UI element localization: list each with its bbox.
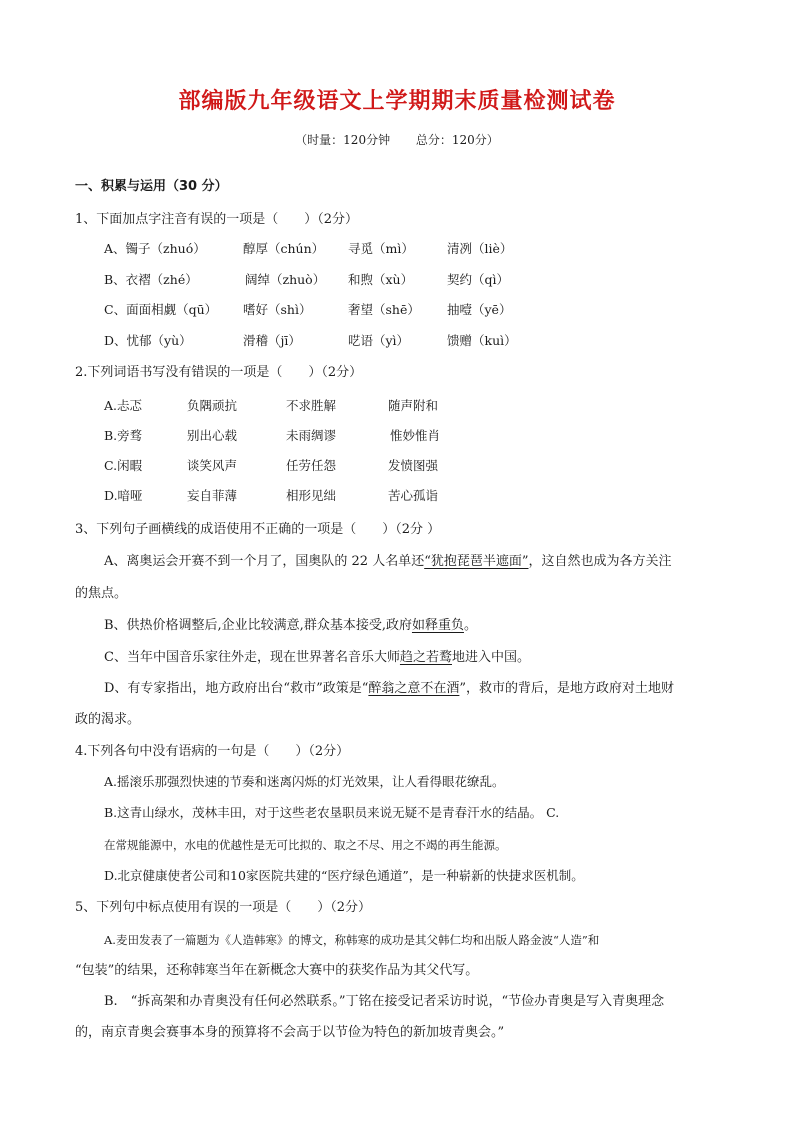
- page-title: 部编版九年级语文上学期期末质量检测试卷: [178, 89, 616, 114]
- q3-c-text-start: C、当年中国音乐家往外走，现在世界著名音乐大师: [104, 650, 400, 665]
- q3-c-idiom: 趋之若鹜: [399, 650, 452, 665]
- q2-option-b-1: B.旁骛: [104, 428, 143, 443]
- q3-b-text-start: B、供热价格调整后,企业比较满意,群众基本接受,政府: [104, 618, 412, 633]
- q2-option-b-4: 惟妙惟肖: [390, 428, 441, 443]
- q1-option-c-1: C、面面相觑（qū）: [104, 302, 218, 317]
- q5-option-a-continued: “包装”的结果，还称韩寒当年在新概念大赛中的获奖作品为其父代写。: [75, 963, 479, 978]
- q5-option-a: A.麦田发表了一篇题为《人造韩寒》的博文，称韩寒的成功是其父韩仁均和出版人路金波“人造”和: [104, 933, 600, 947]
- section-heading: 一、积累与运用（30 分）: [75, 179, 228, 194]
- question-5-stem: 5、下列句中标点使用有误的一项是（ ）（2分）: [75, 900, 372, 915]
- q1-option-b-3: 和煦（xù）: [348, 272, 414, 287]
- q1-option-a-2: 醇厚（chún）: [243, 241, 325, 256]
- q1-option-d-3: 呓语（yì）: [348, 333, 410, 348]
- q3-b-text-end: 。: [463, 618, 477, 633]
- q2-option-c-1: C.闲暇: [104, 458, 143, 473]
- question-3-stem: 3、下列句子画横线的成语使用不正确的一项是（ ）（2分 ）: [75, 522, 441, 537]
- q1-option-b-2: 阔绰（zhuò）: [245, 272, 326, 287]
- q5-option-b-continued: 的，南京青奥会赛事本身的预算将不会高于以节俭为特色的新加坡青奥会。”: [75, 1025, 505, 1040]
- q3-c-text-end: 地进入中国。: [451, 650, 530, 665]
- q3-d-idiom: 醉翁之意不在酒: [368, 681, 460, 696]
- q2-option-c-2: 谈笑风声: [187, 458, 238, 473]
- q2-option-a-3: 不求胜解: [286, 398, 337, 413]
- q2-option-c-3: 任劳任怨: [286, 458, 337, 473]
- q3-d-text-start: D、有专家指出，地方政府出台“救市”政策是“: [104, 681, 369, 696]
- q3-option-d-continued: 政的渴求。: [75, 712, 141, 727]
- question-1-stem: 1、下面加点字注音有误的一项是（ ）（2分）: [75, 212, 359, 227]
- question-4-stem: 4.下列各句中没有语病的一句是（ ）（2分）: [75, 744, 350, 759]
- q1-option-b-4: 契约（qì）: [447, 272, 509, 287]
- q2-option-a-1: A.忐忑: [104, 398, 143, 413]
- q3-a-idiom: “犹抱琵琶半遮面”: [424, 554, 529, 569]
- q2-option-d-3: 相形见绌: [286, 488, 337, 503]
- q4-option-d: D.北京健康使者公司和10家医院共建的“医疗绿色通道”，是一种崭新的快捷求医机制。: [104, 868, 584, 883]
- question-2-stem: 2.下列词语书写没有错误的一项是（ ）（2分）: [75, 365, 363, 380]
- q2-option-a-4: 随声附和: [388, 398, 439, 413]
- q2-option-b-3: 未雨绸谬: [286, 428, 337, 443]
- q3-a-text-end: ，这自然也成为各方关注: [528, 554, 672, 569]
- q2-option-d-4: 苦心孤诣: [388, 488, 439, 503]
- q1-option-a-3: 寻觅（mì）: [348, 241, 414, 256]
- q3-option-b: [104, 617, 477, 635]
- q1-option-b-1: B、衣褶（zhé）: [104, 272, 198, 287]
- q4-option-c: 在常规能源中，水电的优越性是无可比拟的、取之不尽、用之不竭的再生能源。: [104, 838, 507, 852]
- time-limit: （时量：120分钟: [295, 133, 391, 147]
- q1-option-d-4: 馈赠（kuì）: [447, 333, 517, 348]
- q1-option-c-3: 奢望（shē）: [348, 302, 420, 317]
- q4-option-a: A.摇滚乐那强烈快速的节奏和迷离闪烁的灯光效果，让人看得眼花缭乱。: [104, 774, 505, 789]
- q3-option-a-continued: 的焦点。: [75, 586, 128, 601]
- q3-b-idiom: 如释重负: [411, 618, 464, 633]
- q3-option-d: [104, 680, 674, 698]
- q2-option-a-2: 负隅顽抗: [187, 398, 238, 413]
- q3-option-c: [104, 649, 530, 667]
- q1-option-d-1: D、忧郁（yù）: [104, 333, 192, 348]
- q1-option-a-4: 清冽（liè）: [447, 241, 513, 256]
- q3-option-a: [104, 553, 672, 571]
- q3-a-text-start: A、离奥运会开赛不到一个月了，国奥队的 22 人名单还: [104, 554, 425, 569]
- q1-option-d-2: 滑稽（jī）: [243, 333, 301, 348]
- q1-option-c-4: 抽噎（yē）: [447, 302, 512, 317]
- exam-info: [0, 131, 794, 148]
- q2-option-c-4: 发愤图强: [388, 458, 439, 473]
- q2-option-d-2: 妄自菲薄: [187, 488, 238, 503]
- q2-option-d-1: D.喑哑: [104, 488, 143, 503]
- q2-option-b-2: 别出心载: [187, 428, 238, 443]
- q4-option-b: B.这青山绿水，茂林丰田，对于这些老农垦职员来说无疑不是青春汗水的结晶。 C.: [104, 805, 560, 820]
- q1-option-a-1: A、镯子（zhuó）: [104, 241, 206, 256]
- q3-d-text-end: ”，救市的背后，是地方政府对土地财: [459, 681, 675, 696]
- q1-option-c-2: 嗜好（shì）: [243, 302, 312, 317]
- q5-option-b: B. “拆高架和办青奥没有任何必然联系。”丁铭在接受记者采访时说，“节俭办青奥是写入青奥理念: [104, 994, 665, 1009]
- total-score: 总分：120分）: [415, 133, 499, 147]
